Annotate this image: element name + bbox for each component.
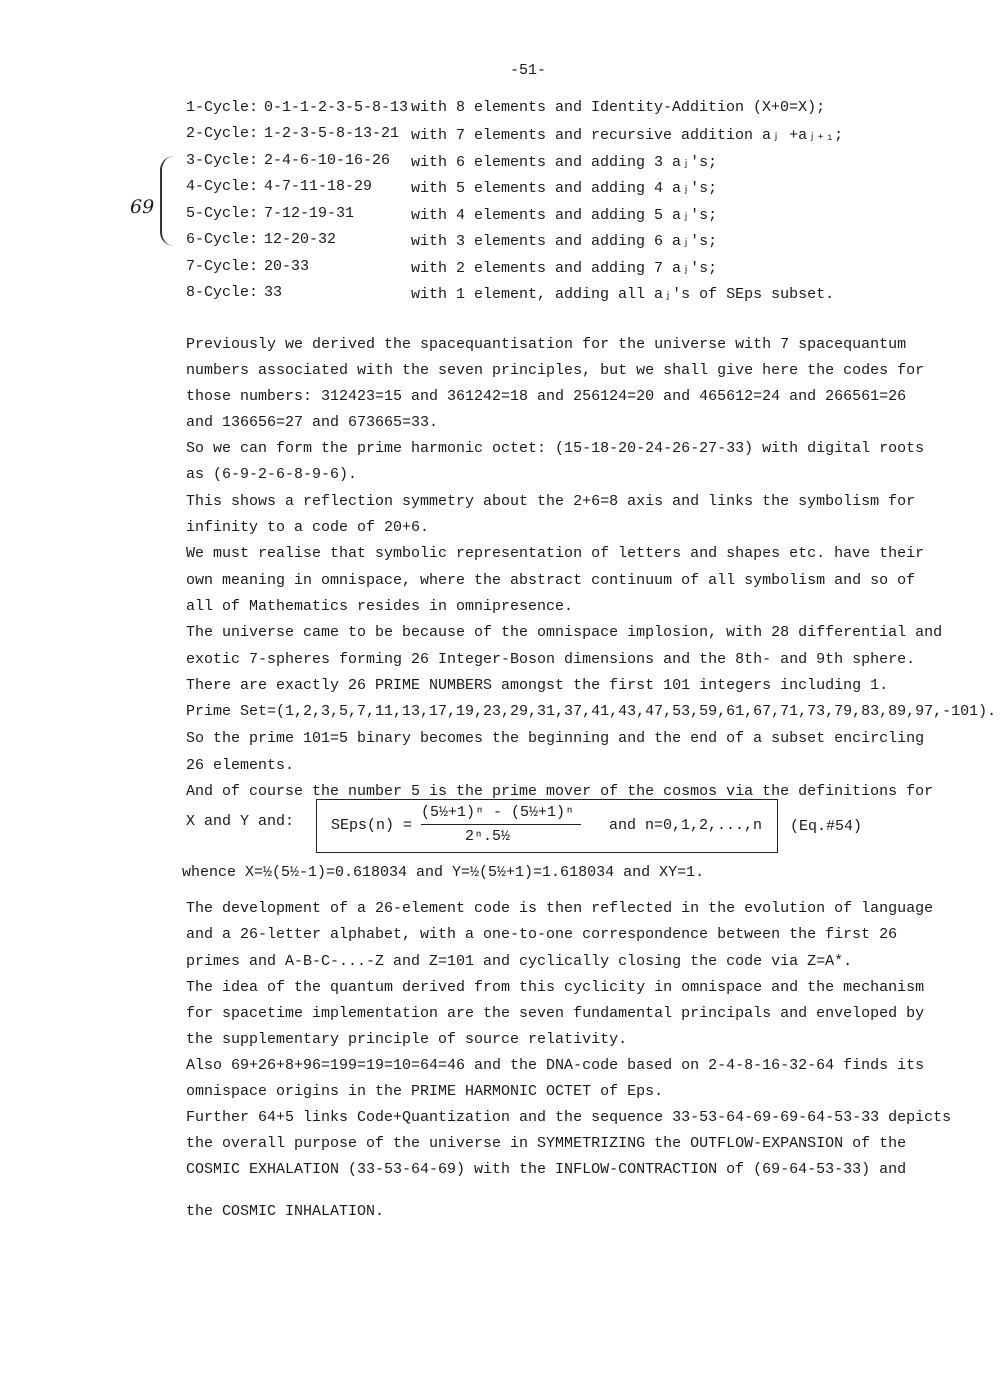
cycle-label: 2-Cycle: bbox=[186, 125, 259, 142]
text-line: all of Mathematics resides in omnipresence. bbox=[186, 598, 574, 615]
text-line: numbers associated with the seven principles, but we shall give here the codes for bbox=[186, 362, 925, 379]
text-line: The development of a 26-element code is then reflected in the evolution of language bbox=[186, 900, 934, 917]
text-line: and 136656=27 and 673665=33. bbox=[186, 414, 439, 431]
equation-label: (Eq.#54) bbox=[790, 818, 863, 835]
text-line: primes and A-B-C-...-Z and Z=101 and cyclically closing the code via Z=A*. bbox=[186, 953, 853, 970]
text-line: exotic 7-spheres forming 26 Integer-Boson dimensions and the 8th- and 9th sphere. bbox=[186, 651, 916, 668]
text-line: So the prime 101=5 binary becomes the beginning and the end of a subset encircling bbox=[186, 730, 925, 747]
text-line: We must realise that symbolic representation of letters and shapes etc. have their bbox=[186, 545, 925, 562]
text-line: The idea of the quantum derived from this cyclicity in omnispace and the mechanism bbox=[186, 979, 925, 996]
text-line: Previously we derived the spacequantisation for the universe with 7 spacequantum bbox=[186, 336, 907, 353]
cycle-desc: with 3 elements and adding 6 aⱼ's; bbox=[411, 233, 718, 250]
text-line: the supplementary principle of source relativity. bbox=[186, 1031, 628, 1048]
text-line: own meaning in omnispace, where the abstract continuum of all symbolism and so of bbox=[186, 572, 916, 589]
cycle-desc: with 4 elements and adding 5 aⱼ's; bbox=[411, 207, 718, 224]
cycle-seq: 33 bbox=[264, 284, 283, 301]
text-line: for spacetime implementation are the seven fundamental principals and enveloped by bbox=[186, 1005, 925, 1022]
text-line: So we can form the prime harmonic octet: (15-18-20-24-26-27-33) with digital roots bbox=[186, 440, 925, 457]
cycle-desc: with 2 elements and adding 7 aⱼ's; bbox=[411, 260, 718, 277]
formula-denominator: 2ⁿ.5½ bbox=[465, 828, 511, 845]
text-line: the COSMIC INHALATION. bbox=[186, 1203, 385, 1220]
text-line: There are exactly 26 PRIME NUMBERS amongst the first 101 integers including 1. bbox=[186, 677, 889, 694]
text-line: COSMIC EXHALATION (33-53-64-69) with the INFLOW-CONTRACTION of (69-64-53-33) and bbox=[186, 1161, 907, 1178]
text-line: 26 elements. bbox=[186, 757, 295, 774]
formula-lead: X and Y and: bbox=[186, 813, 295, 830]
cycle-seq: 7-12-19-31 bbox=[264, 205, 355, 222]
formula-box bbox=[316, 799, 778, 853]
fraction-bar bbox=[421, 824, 581, 825]
cycle-label: 3-Cycle: bbox=[186, 152, 259, 169]
text-line: The universe came to be because of the omnispace implosion, with 28 differential and bbox=[186, 624, 943, 641]
cycle-label: 8-Cycle: bbox=[186, 284, 259, 301]
formula-lhs: SEps(n) = bbox=[331, 817, 413, 834]
cycle-seq: 4-7-11-18-29 bbox=[264, 178, 373, 195]
text-line: the overall purpose of the universe in SYMMETRIZING the OUTFLOW-EXPANSION of the bbox=[186, 1135, 907, 1152]
text-line: This shows a reflection symmetry about the 2+6=8 axis and links the symbolism for bbox=[186, 493, 916, 510]
cycle-seq: 2-4-6-10-16-26 bbox=[264, 152, 391, 169]
cycle-desc: with 1 element, adding all aⱼ's of SEps subset. bbox=[411, 286, 835, 303]
whence-line: whence X=½(5½-1)=0.618034 and Y=½(5½+1)=1.618034 and XY=1. bbox=[182, 864, 705, 881]
cycle-desc: with 5 elements and adding 4 aⱼ's; bbox=[411, 180, 718, 197]
handwritten-annotation: 69 bbox=[130, 196, 155, 218]
text-line: and a 26-letter alphabet, with a one-to-one correspondence between the first 26 bbox=[186, 926, 898, 943]
cycle-label: 4-Cycle: bbox=[186, 178, 259, 195]
text-line: those numbers: 312423=15 and 361242=18 and 256124=20 and 465612=24 and 266561=26 bbox=[186, 388, 907, 405]
formula-numerator: (5½+1)ⁿ - (5½+1)ⁿ bbox=[421, 804, 575, 821]
text-line: Also 69+26+8+96=199=19=10=64=46 and the DNA-code based on 2-4-8-16-32-64 finds its bbox=[186, 1057, 925, 1074]
cycle-desc: with 8 elements and Identity-Addition (X+0=X); bbox=[411, 99, 826, 116]
text-line: omnispace origins in the PRIME HARMONIC OCTET of Eps. bbox=[186, 1083, 664, 1100]
page-number: -51- bbox=[510, 62, 547, 79]
text-line: Further 64+5 links Code+Quantization and the sequence 33-53-64-69-69-64-53-33 depicts bbox=[186, 1109, 952, 1126]
formula-condition: and n=0,1,2,...,n bbox=[609, 817, 763, 834]
text-line: as (6-9-2-6-8-9-6). bbox=[186, 466, 358, 483]
cycle-desc: with 6 elements and adding 3 aⱼ's; bbox=[411, 154, 718, 171]
cycle-desc: with 7 elements and recursive addition aⱼ +aⱼ₊₁; bbox=[411, 127, 844, 144]
cycle-seq: 1-2-3-5-8-13-21 bbox=[264, 125, 400, 142]
cycle-seq: 20-33 bbox=[264, 258, 310, 275]
text-line: And of course the number 5 is the prime mover of the cosmos via the definitions for bbox=[186, 783, 934, 800]
handwritten-bracket bbox=[160, 156, 182, 246]
cycle-label: 1-Cycle: bbox=[186, 99, 259, 116]
cycle-label: 7-Cycle: bbox=[186, 258, 259, 275]
cycle-seq: 12-20-32 bbox=[264, 231, 337, 248]
cycle-label: 5-Cycle: bbox=[186, 205, 259, 222]
text-line: Prime Set=(1,2,3,5,7,11,13,17,19,23,29,31,37,41,43,47,53,59,61,67,71,73,79,83,89,97,-101). bbox=[186, 703, 997, 720]
text-line: infinity to a code of 20+6. bbox=[186, 519, 430, 536]
cycle-seq: 0-1-1-2-3-5-8-13 bbox=[264, 99, 409, 116]
cycle-label: 6-Cycle: bbox=[186, 231, 259, 248]
